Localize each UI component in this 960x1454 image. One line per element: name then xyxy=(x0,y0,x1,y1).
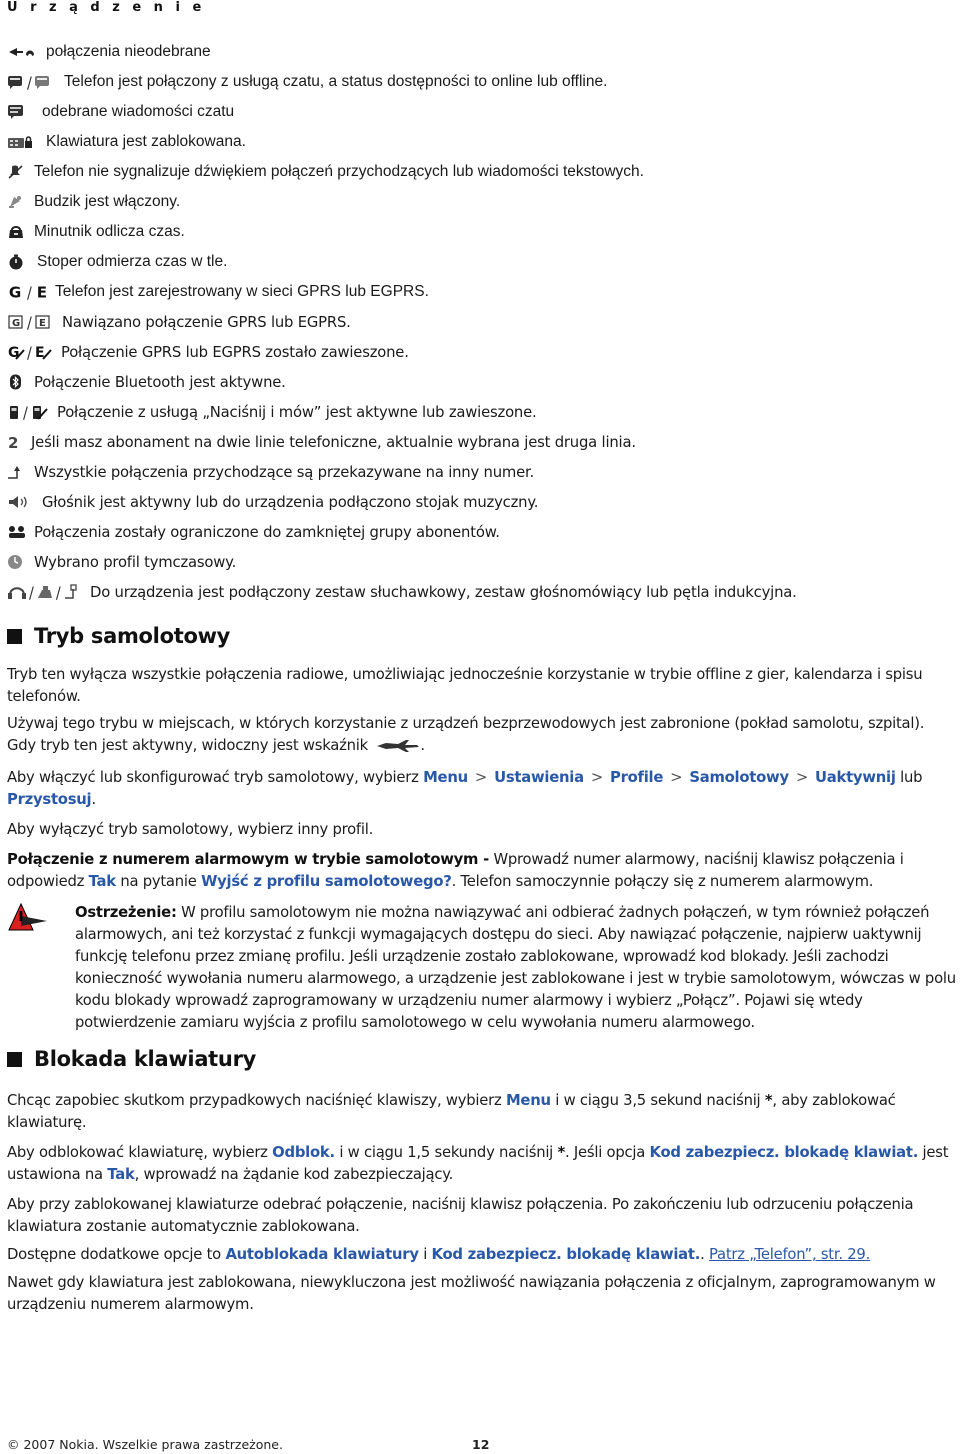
option-yes[interactable]: Tak xyxy=(107,1166,135,1183)
indicator-text: Do urządzenia jest podłączony zestaw słuchawkowy, zestaw głośnomówiący lub pętla indukcyjna. xyxy=(90,583,797,601)
indicator-row: / Połączenie z usługą „Naciśnij i mów” jest aktywne lub zawieszone. xyxy=(7,400,537,424)
indicator-row: / Telefon jest połączony z usługą czatu, a status dostępności to online lub offline. xyxy=(7,70,607,94)
see-also-link[interactable]: Patrz „Telefon”, str. 29. xyxy=(709,1246,871,1263)
paragraph: Aby przy zablokowanej klawiaturze odebrać połączenie, naciśnij klawisz połączenia. Po zakończeniu lub odrzuceniu połączenia klawiatura zostanie automatycznie zablokowana. xyxy=(7,1196,914,1235)
gprs-suspended-icon xyxy=(7,344,25,360)
menu-path-profiles[interactable]: Profile xyxy=(609,769,664,786)
loopset-icon xyxy=(63,584,81,600)
chat-message-icon xyxy=(7,104,25,120)
chat-online-icon xyxy=(7,74,25,90)
section-heading-keypad-lock xyxy=(7,1047,256,1071)
warning-icon xyxy=(7,902,51,932)
setting-security-keyguard[interactable]: Kod zabezpiecz. blokadę klawiat. xyxy=(431,1246,701,1263)
missed-call-icon xyxy=(7,44,37,60)
indicator-text: Minutnik odlicza czas. xyxy=(34,223,185,240)
indicator-text: Połączenie GPRS lub EGPRS zostało zawieszone. xyxy=(61,343,409,361)
svg-text:E: E xyxy=(38,318,46,329)
countdown-timer-icon xyxy=(7,224,25,240)
indicator-row xyxy=(7,430,636,454)
indicator-row: G / E Połączenie GPRS lub EGPRS zostało zawieszone. xyxy=(8,342,409,362)
heading-text: Tryb samolotowy xyxy=(34,624,231,648)
indicator-row xyxy=(7,190,180,214)
indicator-row xyxy=(7,250,227,274)
indicator-row xyxy=(7,130,246,154)
indicator-text: Połączenia zostały ograniczone do zamkniętej grupy abonentów. xyxy=(34,523,500,541)
indicator-text: Wszystkie połączenia przychodzące są przekazywane na inny numer. xyxy=(34,463,535,481)
indicator-text: Nawiązano połączenie GPRS lub EGPRS. xyxy=(62,313,351,331)
indicator-row xyxy=(7,40,211,64)
indicator-text: Połączenie Bluetooth jest aktywne. xyxy=(34,373,286,391)
paragraph: Używaj tego trybu w miejscach, w których korzystanie z urządzeń bezprzewodowych jest zabronione (pokład samolotu, szpital). Gdy tryb ten jest aktywny, widoczny jest wskaźnik . xyxy=(7,715,925,754)
ptt-suspended-icon xyxy=(30,404,48,420)
silent-icon xyxy=(7,164,25,180)
airplane-icon xyxy=(376,739,420,753)
indicator-text: odebrane wiadomości czatu xyxy=(42,103,235,120)
indicator-text: Stoper odmierza czas w tle. xyxy=(37,253,228,270)
setting-autolock[interactable]: Autoblokada klawiatury xyxy=(225,1246,419,1263)
indicator-text: Klawiatura jest zablokowana. xyxy=(46,133,246,150)
menu-path-personalise[interactable]: Przystosuj xyxy=(7,791,92,808)
line-2-icon xyxy=(7,434,21,450)
indicator-text: Budzik jest włączony. xyxy=(34,193,181,210)
svg-text:E: E xyxy=(34,345,45,360)
gprs-registered-icon xyxy=(7,284,25,300)
ptt-active-icon xyxy=(7,404,21,420)
menu-path-menu[interactable]: Menu xyxy=(423,769,468,786)
paragraph: Nawet gdy klawiatura jest zablokowana, niewykluczona jest możliwość nawiązania połączenia z oficjalnym, zaprogramowanym w urządzeniu numerem alarmowym. xyxy=(7,1274,936,1313)
paragraph: Dostępne dodatkowe opcje to Autoblokada klawiatury i Kod zabezpiecz. blokadę klawiat.. Patrz „Telefon”, str. 29. xyxy=(7,1246,871,1263)
indicator-row xyxy=(7,370,286,394)
path-arrow-icon: > xyxy=(474,769,488,786)
egprs-suspended-icon xyxy=(34,344,52,360)
indicator-row xyxy=(7,160,644,184)
paragraph: Aby odblokować klawiaturę, wybierz Odblok. i w ciągu 1,5 sekundy naciśnij *. Jeśli opcja Kod zabezpiecz. blokadę klawiat. jest ustawiona na Tak, wprowadź na żądanie kod zabezpieczający. xyxy=(7,1144,949,1183)
handsfree-icon xyxy=(36,584,54,600)
indicator-text: Głośnik jest aktywny lub do urządzenia podłączono stojak muzyczny. xyxy=(42,493,539,511)
paragraph: Aby wyłączyć tryb samolotowy, wybierz inny profil. xyxy=(7,821,374,838)
paragraph: Połączenie z numerem alarmowym w trybie samolotowym - Wprowadź numer alarmowy, naciśnij klawisz połączenia i odpowiedz Tak na pytanie Wyjść z profilu samolotowego?. Telefon samoczynnie połączy się z numerem alarmowym. xyxy=(7,851,904,890)
menu-path-flight[interactable]: Samolotowy xyxy=(689,769,789,786)
menu-path-settings[interactable]: Ustawienia xyxy=(494,769,584,786)
indicator-row xyxy=(7,100,234,124)
headset-icon xyxy=(7,584,27,600)
path-arrow-icon: > xyxy=(590,769,603,786)
timed-profile-icon xyxy=(7,554,25,570)
indicator-text: Telefon jest zarejestrowany w sieci GPRS lub EGPRS. xyxy=(55,283,429,300)
paragraph: Tryb ten wyłącza wszystkie połączenia radiowe, umożliwiając jednocześnie korzystanie w trybie offline z gier, kalendarza i spisu telefonów. xyxy=(7,666,923,705)
indicator-text: Telefon jest połączony z usługą czatu, a status dostępności to online lub offline. xyxy=(64,73,608,90)
indicator-text: Jeśli masz abonament na dwie linie telefoniczne, aktualnie wybrana jest druga linia. xyxy=(31,433,636,451)
indicator-row: G / E Nawiązano połączenie GPRS lub EGPRS. xyxy=(7,310,351,334)
svg-text:2: 2 xyxy=(8,434,19,450)
page-footer xyxy=(7,1437,957,1452)
egprs-registered-icon xyxy=(34,284,52,300)
closed-user-group-icon xyxy=(7,524,27,540)
svg-text:G: G xyxy=(8,345,20,360)
option-yes[interactable]: Tak xyxy=(88,873,116,890)
indicator-row xyxy=(7,460,534,484)
path-arrow-icon: > xyxy=(670,769,683,786)
heading-text: Blokada klawiatury xyxy=(34,1047,257,1071)
indicator-text: Wybrano profil tymczasowy. xyxy=(34,553,237,571)
paragraph: Aby włączyć lub skonfigurować tryb samolotowy, wybierz Menu > Ustawienia > Profile > Samolotowy > Uaktywnij lub Przystosuj. xyxy=(7,769,923,808)
egprs-connected-icon xyxy=(34,314,52,330)
indicator-row xyxy=(7,520,500,544)
menu-key[interactable]: Menu xyxy=(505,1092,551,1109)
copyright-text: © 2007 Nokia. Wszelkie prawa zastrzeżone. xyxy=(7,1437,283,1452)
warning-text: Ostrzeżenie: W profilu samolotowym nie można nawiązywać ani odbierać żadnych połączeń, w tym również połączeń alarmowych, ani też korzystać z funkcji wymagających dostępu do sieci. Aby nawiązać połączenie, najpierw uaktywnij funkcję telefonu przez zmianę profilu. Jeśli urządzenie zostało zablokowane, wprowadź kod blokady. Jeśli zachodzi konieczność wywołania numeru alarmowego, a urządzenie jest zablokowane i jest w trybie samolotowym, wówczas w polu kodu blokady wprowadź zaprogramowany w urządzeniu numer alarmowy i wybierz „Połącz”. Pojawi się wtedy potwierdzenie zamiaru wyjścia z profilu samolotowego w celu wywołania numeru alarmowego. xyxy=(75,904,956,1031)
indicator-row: G / E Telefon jest zarejestrowany w sieci GPRS lub EGPRS. xyxy=(8,282,429,302)
stopwatch-icon xyxy=(7,254,25,270)
indicator-text: połączenia nieodebrane xyxy=(46,43,211,60)
chat-offline-icon xyxy=(34,74,52,90)
indicator-row: / / Do urządzenia jest podłączony zestaw słuchawkowy, zestaw głośnomówiący lub pętla indukcyjna. xyxy=(7,580,797,604)
alarm-icon xyxy=(7,194,25,210)
heading-bullet xyxy=(7,1052,22,1067)
page-number: 12 xyxy=(472,1437,490,1452)
svg-text:G: G xyxy=(8,284,22,300)
path-arrow-icon: > xyxy=(795,769,809,786)
setting-security-keyguard[interactable]: Kod zabezpiecz. blokadę klawiat. xyxy=(649,1144,919,1161)
indicator-text: Połączenie z usługą „Naciśnij i mów” jest aktywne lub zawieszone. xyxy=(57,403,537,421)
loudspeaker-icon xyxy=(7,494,31,510)
indicator-row xyxy=(7,490,538,514)
prompt-exit-flight[interactable]: Wyjść z profilu samolotowego? xyxy=(201,873,452,890)
paragraph: Chcąc zapobiec skutkom przypadkowych naciśnięć klawiszy, wybierz Menu i w ciągu 3,5 sekund naciśnij *, aby zablokować klawiaturę. xyxy=(7,1092,896,1131)
svg-text:G: G xyxy=(12,318,21,329)
keypad-lock-icon xyxy=(7,134,33,150)
heading-bullet xyxy=(7,629,22,644)
unlock-key[interactable]: Odblok. xyxy=(272,1144,335,1161)
menu-path-activate[interactable]: Uaktywnij xyxy=(815,769,896,786)
running-header: U r z ą d z e n i e xyxy=(7,0,206,15)
svg-text:E: E xyxy=(36,284,47,300)
indicator-row xyxy=(7,220,185,244)
gprs-connected-icon xyxy=(7,314,25,330)
indicator-row xyxy=(7,550,236,574)
section-heading-flight-mode xyxy=(7,624,230,648)
bluetooth-icon xyxy=(7,374,25,390)
indicator-text: Telefon nie sygnalizuje dźwiękiem połączeń przychodzących lub wiadomości tekstowych. xyxy=(34,163,644,180)
call-divert-icon xyxy=(7,464,25,480)
